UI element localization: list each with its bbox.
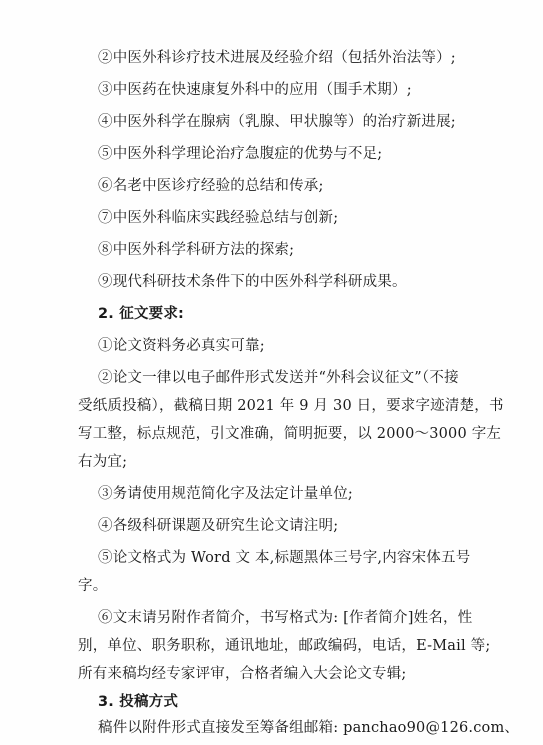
topic-item-4: ④中医外科学在腺病（乳腺、甲状腺等）的治疗新进展; [98,114,456,130]
requirement-5-line-2: 字。 [78,578,108,594]
requirement-3: ③务请使用规范简化字及法定计量单位; [98,486,353,502]
requirement-4: ④各级科研课题及研究生论文请注明; [98,518,339,534]
requirement-5-line-1: ⑤论文格式为 Word 文 本,标题黑体三号字,内容宋体五号 [98,550,471,566]
requirement-6-line-3: 所有来稿均经专家评审，合格者编入大会论文专辑; [78,666,407,682]
section-heading-submission: 3. 投稿方式 [98,694,179,710]
topic-item-9: ⑨现代科研技术条件下的中医外科学科研成果。 [98,274,407,290]
requirement-6-line-1: ⑥文末请另附作者简介，书写格式为: [作者简介]姓名，性 [98,610,473,626]
requirement-2-line-3: 写工整，标点规范，引文准确，简明扼要，以 2000～3000 字左 [78,426,502,442]
topic-item-5: ⑤中医外科学理论治疗急腹症的优势与不足; [98,146,383,162]
requirement-2-line-4: 右为宜; [78,454,128,470]
requirement-6-line-2: 别，单位、职务职称，通讯地址，邮政编码，电话，E-Mail 等; [78,638,491,654]
topic-item-7: ⑦中医外科临床实践经验总结与创新; [98,210,339,226]
topic-item-8: ⑧中医外科学科研方法的探索; [98,242,295,258]
section-heading-requirements: 2. 征文要求: [98,306,185,322]
topic-item-6: ⑥名老中医诊疗经验的总结和传承; [98,178,324,194]
requirement-1: ①论文资料务必真实可靠; [98,338,265,354]
requirement-2-line-2: 受纸质投稿），截稿日期 2021 年 9 月 30 日，要求字迹清楚，书 [78,398,504,414]
submission-method-line: 稿件以附件形式直接发至筹备组邮箱: panchao90@126.com、 [98,720,520,736]
topic-item-3: ③中医药在快速康复外科中的应用（围手术期）; [98,82,412,98]
topic-item-2: ②中医外科诊疗技术进展及经验介绍（包括外治法等）; [98,50,456,66]
requirement-2-line-1: ②论文一律以电子邮件形式发送并“外科会议征文”（不接 [98,370,459,386]
